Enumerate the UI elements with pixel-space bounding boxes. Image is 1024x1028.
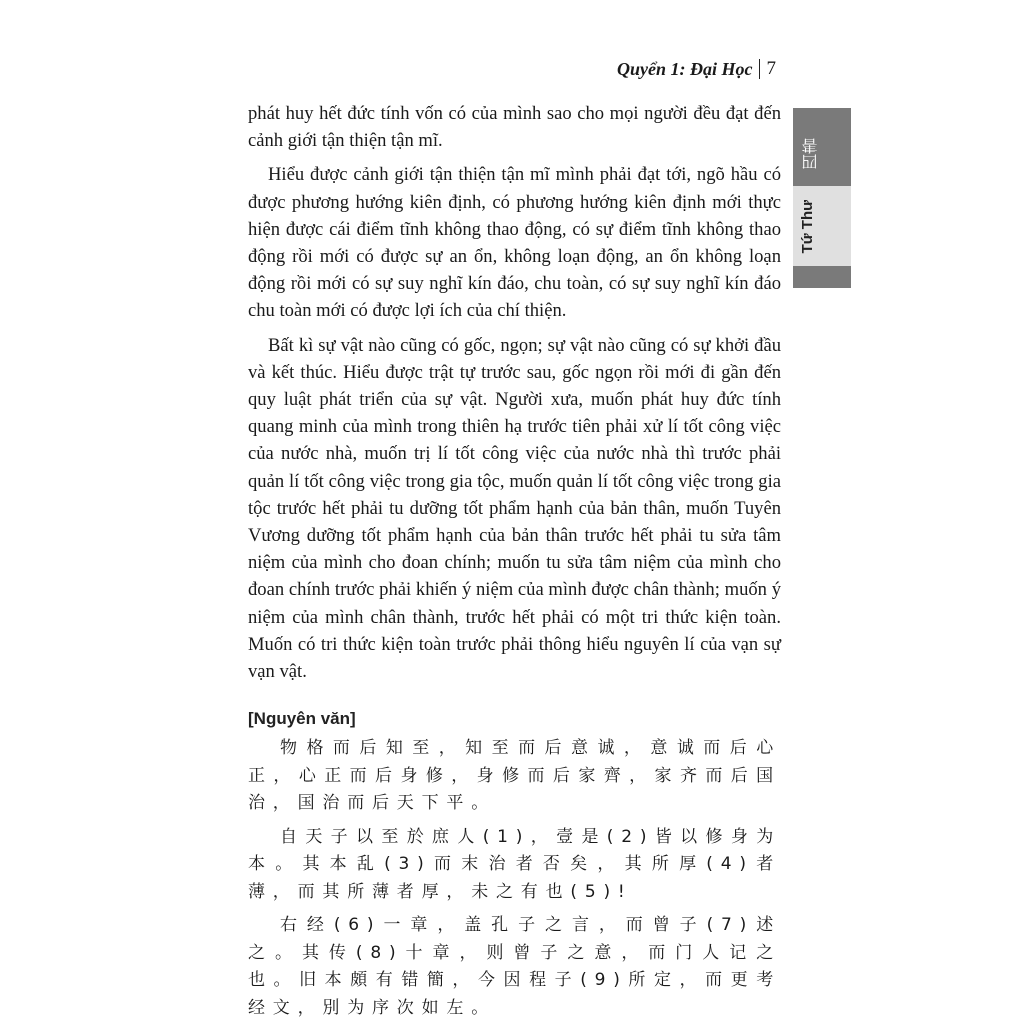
- side-tab-chinese: 四書: [801, 138, 820, 170]
- paragraph-2: Hiểu được cảnh giới tận thiện tận mĩ mình phải đạt tới, ngõ hầu có được phương hướng kiên định, có phương hướng kiên định mới thực hiện được cái điểm tĩnh không thao động, có sự điểm tĩnh không thao động rồi mới có được sự an ổn, không loạn động, an ổn không loạn động rồi mới có sự suy nghĩ kín đáo, chu toàn, có sự suy nghĩ kín đáo chu toàn mới có được lợi ích của chí thiện.: [248, 164, 781, 322]
- original-paragraph-2: 自天子以至於庶人(1)，壹是(2)皆以修身为本。其本乱(3)而末治者否矣，其所厚(4)者薄，而其所薄者厚，未之有也(5)!: [248, 826, 781, 902]
- original-text: [248, 735, 781, 1022]
- paragraph-3: Bất kì sự vật nào cũng có gốc, ngọn; sự vật nào cũng có sự khởi đầu và kết thúc. Hiểu được trật tự trước sau, gốc ngọn rồi mới đi gần đến quy luật phát triển của sự vật. Người xưa, muốn phát huy đức tính quang minh của mình trong thiên hạ trước tiên phải xử lí tốt công việc của nước nhà, muốn trị lí tốt công việc của nước nhà thì trước phải quản lí tốt công việc trong gia tộc, muốn quản lí tốt công việc trong gia tộc trước hết phải tu dưỡng tốt phẩm hạnh của bản thân, muốn Tuyên Vương dưỡng tốt phẩm hạnh của bản thân trước hết phải tu sửa tâm niệm của mình cho đoan chính; muốn tu sửa tâm niệm của mình cho đoan chính trước phải khiến ý niệm của mình được chân thành; muốn ý niệm của mình chân thành, trước hết phải có một tri thức kiện toàn. Muốn có tri thức kiện toàn trước phải thông hiểu nguyên lí của vạn sự vạn vật.: [248, 334, 781, 683]
- side-tab-label: Tứ Thư: [799, 200, 816, 254]
- side-tab-top: [793, 108, 851, 186]
- book-side-tab: [793, 108, 851, 288]
- page-number: 7: [766, 58, 776, 79]
- paragraph-1: phát huy hết đức tính vốn có của mình sao cho mọi người đều đạt đến cảnh giới tận thiện tận mĩ.: [248, 103, 781, 152]
- side-tab-middle: [793, 186, 851, 266]
- original-paragraph-3: 右经(6)一章，盖孔子之言，而曾子(7)述之。其传(8)十章，则曾子之意，而门人记之也。旧本頗有错簡，今因程子(9)所定，而更考经文，別为序次如左。: [248, 915, 781, 1018]
- side-tab-bottom: [793, 266, 851, 288]
- original-paragraph-1: 物格而后知至，知至而后意诚，意诚而后心正，心正而后身修，身修而后家齊，家齐而后国治，国治而后天下平。: [248, 738, 781, 814]
- section-heading: [Nguyên văn]: [248, 709, 356, 729]
- page-body: [248, 100, 781, 1028]
- chapter-title: Quyển 1: Đại Học: [617, 58, 753, 79]
- header-divider: [759, 59, 760, 79]
- running-header: [617, 58, 776, 80]
